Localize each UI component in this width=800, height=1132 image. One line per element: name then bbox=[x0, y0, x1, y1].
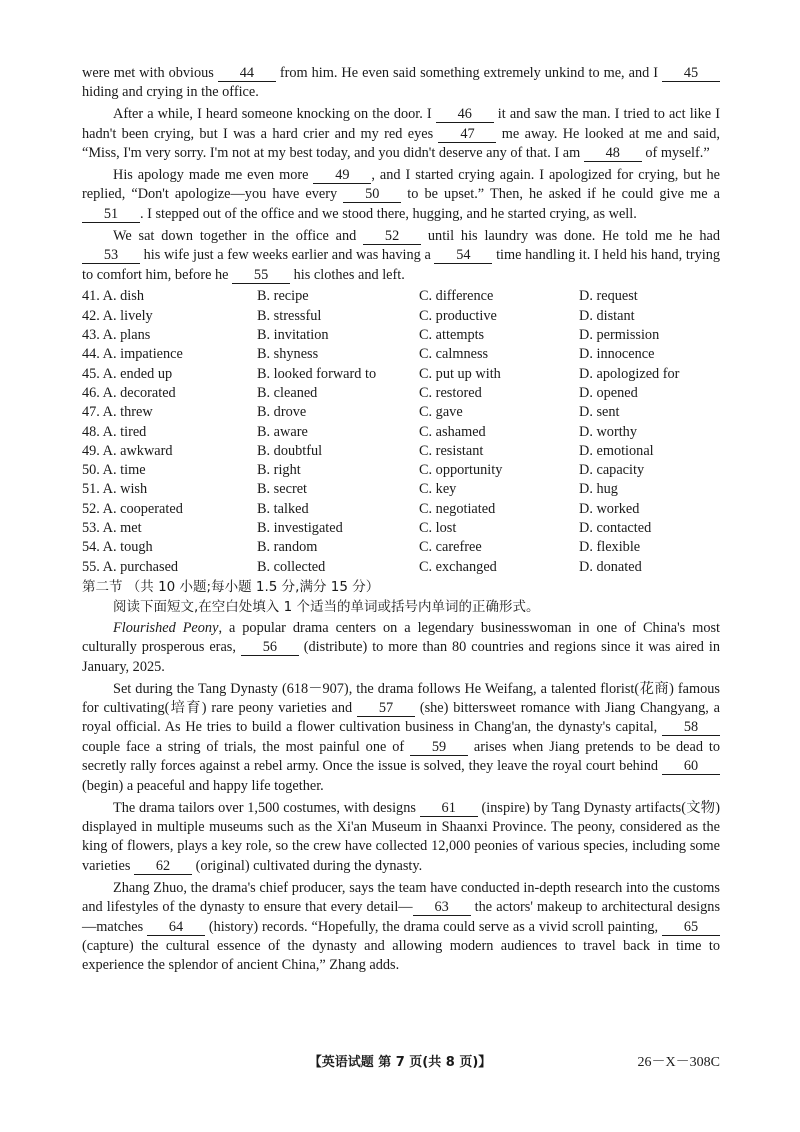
option-a: 51. A. wish bbox=[82, 481, 148, 498]
option-a: 55. A. purchased bbox=[82, 558, 179, 575]
blank-55: 55 bbox=[232, 268, 290, 284]
text-run: (inspire) by Tang Dynasty artifacts(文物) displayed in multiple museums such as the Xi'an Museum in Shaanxi Province. The peony, considered as the king of flowers, plays a key role, so the crew have collected 12,000 peonies of various species, including some varieties bbox=[82, 799, 720, 874]
passage2-paragraph-3 bbox=[82, 799, 720, 877]
option-b: B. stressful bbox=[257, 307, 322, 324]
option-c: C. difference bbox=[419, 288, 494, 305]
option-d: D. apologized for bbox=[579, 365, 680, 382]
option-row-45 bbox=[82, 365, 720, 384]
text-run: (begin) a peaceful and happy life together. bbox=[82, 777, 324, 794]
blank-49: 49 bbox=[313, 168, 371, 184]
option-row-55 bbox=[82, 558, 720, 577]
text-run: . I stepped out of the office and we stood there, hugging, and he started crying, as well. bbox=[140, 205, 637, 222]
option-c: C. put up with bbox=[419, 365, 501, 382]
blank-65: 65 bbox=[662, 920, 720, 936]
option-d: D. request bbox=[579, 288, 638, 305]
option-b: B. right bbox=[257, 462, 301, 479]
option-c: C. calmness bbox=[419, 346, 489, 363]
text-run: his wife just a few weeks earlier and was having a bbox=[140, 247, 435, 264]
option-b: B. doubtful bbox=[257, 442, 323, 459]
blank-58: 58 bbox=[662, 720, 720, 736]
text-run: (capture) the cultural essence of the dynasty and allowing modern audiences to travel back in time to experience the splendor of ancient China,” Zhang adds. bbox=[82, 937, 720, 974]
option-row-51 bbox=[82, 480, 720, 499]
passage2-paragraph-4 bbox=[82, 879, 720, 976]
drama-title: Flourished Peony bbox=[113, 619, 219, 636]
option-b: B. cleaned bbox=[257, 384, 318, 401]
option-row-46 bbox=[82, 384, 720, 403]
option-row-48 bbox=[82, 423, 720, 442]
options-list bbox=[82, 287, 720, 576]
option-c: C. carefree bbox=[419, 539, 482, 556]
option-d: D. opened bbox=[579, 384, 638, 401]
option-a: 42. A. lively bbox=[82, 307, 153, 324]
text-run: were met with obvious bbox=[82, 65, 218, 81]
option-d: D. donated bbox=[579, 558, 642, 575]
option-c: C. opportunity bbox=[419, 462, 503, 479]
option-c: C. productive bbox=[419, 307, 497, 324]
text-run: (original) cultivated during the dynasty. bbox=[192, 857, 423, 874]
text-run: it and saw the man. I tried to act like I hadn't been crying, but I was a hard crier and my red eyes bbox=[82, 106, 720, 142]
text-run: Zhang Zhuo, the drama's chief producer, says the team have conducted in-depth research into the customs and lifestyles of the dynasty to ensure that every detail— bbox=[82, 879, 720, 916]
text-run: The drama tailors over 1,500 costumes, with designs bbox=[113, 799, 420, 816]
option-row-49 bbox=[82, 442, 720, 461]
option-d: D. innocence bbox=[579, 346, 655, 363]
passage2-paragraph-1 bbox=[82, 619, 720, 677]
text-run: We sat down together in the office and bbox=[113, 227, 364, 244]
option-row-52 bbox=[82, 500, 720, 519]
text-run: from him. He even said something extremely unkind to me, and I bbox=[275, 65, 662, 81]
blank-47: 47 bbox=[438, 127, 496, 143]
option-row-42 bbox=[82, 307, 720, 326]
blank-64: 64 bbox=[147, 920, 205, 936]
option-a: 41. A. dish bbox=[82, 288, 144, 305]
option-d: D. worked bbox=[579, 500, 640, 517]
option-c: C. restored bbox=[419, 384, 482, 401]
option-row-44 bbox=[82, 345, 720, 364]
option-b: B. drove bbox=[257, 404, 307, 421]
text-run: the actors' makeup to architectural designs—matches bbox=[82, 899, 721, 935]
text-run: Set during the Tang Dynasty (618－907), the drama follows He Weifang, a talented florist(花商) famous for cultivating(培育) rare peony varieties and bbox=[82, 680, 720, 717]
text-run: His apology made me even more bbox=[113, 167, 314, 184]
option-d: D. capacity bbox=[579, 462, 645, 479]
passage2-paragraph-2 bbox=[82, 680, 720, 796]
text-run: arises when Jiang pretends to be dead to secretly rally forces against a rebel army. Once the issue is solved, they leave the royal court behind bbox=[82, 738, 720, 775]
text-run: of myself.” bbox=[641, 145, 710, 162]
blank-59: 59 bbox=[410, 740, 468, 756]
option-a: 43. A. plans bbox=[82, 327, 151, 344]
option-a: 47. A. threw bbox=[82, 404, 153, 421]
option-row-50 bbox=[82, 461, 720, 480]
option-a: 50. A. time bbox=[82, 462, 146, 479]
option-row-41 bbox=[82, 287, 720, 306]
exam-code: 26－X－308C bbox=[637, 1055, 720, 1070]
blank-51: 51 bbox=[82, 207, 140, 223]
text-run: (history) records. “Hopefully, the drama could serve as a vivid scroll painting, bbox=[205, 918, 662, 935]
option-row-53 bbox=[82, 519, 720, 538]
blank-63: 63 bbox=[413, 900, 471, 916]
blank-61: 61 bbox=[420, 801, 478, 817]
text-run: (she) bittersweet romance with Jiang Changyang, a royal official. As He tries to build a flower cultivation business in Chang'an, the dynasty's capital, bbox=[82, 700, 721, 736]
option-b: B. collected bbox=[257, 558, 326, 575]
passage1-paragraph-1 bbox=[82, 64, 720, 103]
option-d: D. distant bbox=[579, 307, 635, 324]
option-a: 46. A. decorated bbox=[82, 384, 176, 401]
option-c: C. gave bbox=[419, 404, 463, 421]
blank-50: 50 bbox=[343, 187, 401, 203]
option-b: B. secret bbox=[257, 481, 308, 498]
blank-52: 52 bbox=[363, 229, 421, 245]
option-b: B. investigated bbox=[257, 520, 343, 537]
text-run: time handling it. I held his hand, trying to comfort him, before he bbox=[82, 247, 720, 283]
option-a: 53. A. met bbox=[82, 520, 142, 537]
text-run: (distribute) to more than 80 countries and regions since it was aired in January, 2025. bbox=[82, 639, 720, 675]
option-b: B. looked forward to bbox=[257, 365, 377, 382]
option-c: C. negotiated bbox=[419, 500, 496, 517]
blank-53: 53 bbox=[82, 248, 140, 264]
blank-62: 62 bbox=[134, 859, 192, 875]
text-run: to be upset.” Then, he asked if he could give me a bbox=[401, 186, 720, 203]
option-b: B. aware bbox=[257, 423, 308, 440]
text-run: hiding and crying in the office. bbox=[82, 84, 259, 101]
option-row-54 bbox=[82, 538, 720, 557]
option-row-47 bbox=[82, 403, 720, 422]
option-d: D. sent bbox=[579, 404, 620, 421]
blank-57: 57 bbox=[357, 701, 415, 717]
passage1-paragraph-4 bbox=[82, 227, 720, 285]
option-c: C. attempts bbox=[419, 327, 485, 344]
option-c: C. ashamed bbox=[419, 423, 486, 440]
option-a: 52. A. cooperated bbox=[82, 500, 183, 517]
blank-48: 48 bbox=[584, 146, 642, 162]
text-run: me away. He looked at me and said, “Miss, I'm very sorry. I'm not at my best today, and you didn't deserve any of that. I am bbox=[82, 125, 720, 162]
text-run: couple face a string of trials, the most painful one of bbox=[82, 738, 411, 755]
passage1-paragraph-3 bbox=[82, 166, 720, 224]
option-row-43 bbox=[82, 326, 720, 345]
option-a: 54. A. tough bbox=[82, 539, 153, 556]
section-2-title: 第二节 （共 10 小题;每小题 1.5 分,满分 15 分） bbox=[82, 578, 380, 595]
option-a: 48. A. tired bbox=[82, 423, 147, 440]
blank-54: 54 bbox=[434, 248, 492, 264]
text-run: until his laundry was done. He told me he had bbox=[421, 227, 720, 244]
option-a: 45. A. ended up bbox=[82, 365, 173, 382]
section-2-instruction: 阅读下面短文,在空白处填入 1 个适当的单词或括号内单词的正确形式。 bbox=[113, 598, 540, 615]
option-c: C. key bbox=[419, 481, 457, 498]
option-a: 49. A. awkward bbox=[82, 442, 173, 459]
option-b: B. shyness bbox=[257, 346, 319, 363]
text-run: his clothes and left. bbox=[290, 266, 405, 283]
blank-46: 46 bbox=[436, 107, 494, 123]
option-d: D. flexible bbox=[579, 539, 641, 556]
blank-44: 44 bbox=[218, 66, 276, 82]
text-run: , and I started crying again. I apologized for crying, but he replied, “Don't apologize—you have every bbox=[82, 167, 720, 203]
option-d: D. worthy bbox=[579, 423, 637, 440]
option-d: D. contacted bbox=[579, 520, 652, 537]
blank-45: 45 bbox=[662, 66, 720, 82]
option-b: B. random bbox=[257, 539, 318, 556]
option-c: C. lost bbox=[419, 520, 457, 537]
option-d: D. permission bbox=[579, 327, 660, 344]
option-c: C. exchanged bbox=[419, 558, 497, 575]
passage1-paragraph-2 bbox=[82, 105, 720, 163]
blank-56: 56 bbox=[241, 640, 299, 656]
option-d: D. emotional bbox=[579, 442, 654, 459]
page-number-label: 【英语试题 第 7 页(共 8 页)】 bbox=[308, 1055, 492, 1070]
option-c: C. resistant bbox=[419, 442, 484, 459]
text-run: After a while, I heard someone knocking on the door. I bbox=[113, 106, 436, 123]
option-a: 44. A. impatience bbox=[82, 346, 183, 363]
option-b: B. recipe bbox=[257, 288, 309, 305]
blank-60: 60 bbox=[662, 759, 720, 775]
option-b: B. talked bbox=[257, 500, 309, 517]
text-run: , a popular drama centers on a legendary businesswoman in one of China's most culturally prosperous eras, bbox=[82, 619, 721, 656]
option-b: B. invitation bbox=[257, 327, 329, 344]
option-d: D. hug bbox=[579, 481, 618, 498]
